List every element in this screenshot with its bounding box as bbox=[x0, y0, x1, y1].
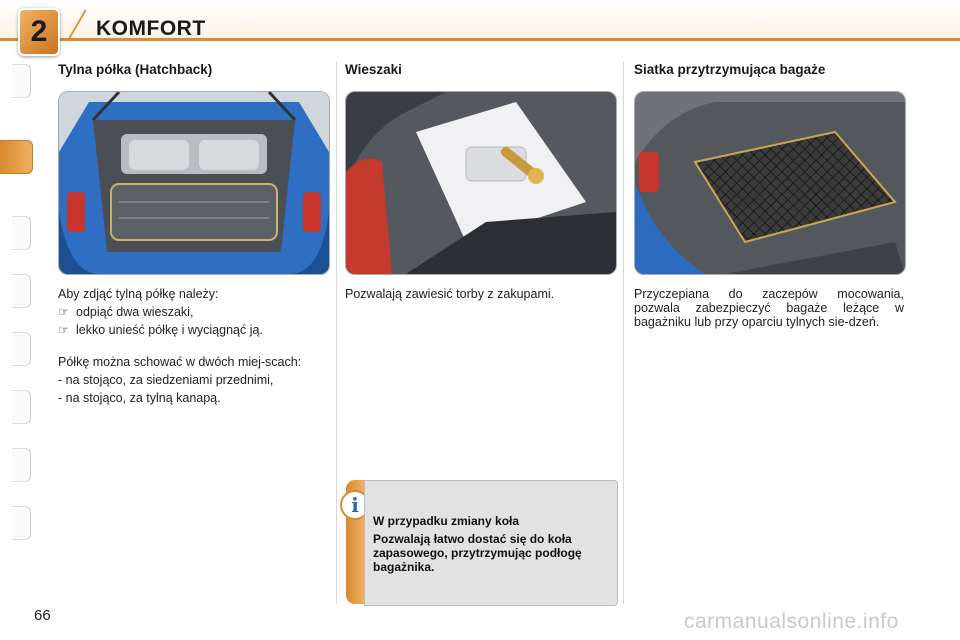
storage-option: - na stojąco, za siedzeniami przednimi, bbox=[58, 373, 274, 387]
bag-hook-photo bbox=[345, 91, 617, 275]
section-luggage-net bbox=[634, 62, 904, 333]
storage-paragraph: Półkę można schować w dwóch miej-scach: bbox=[58, 355, 302, 369]
section-title: Wieszaki bbox=[345, 62, 402, 77]
section-rear-shelf bbox=[58, 62, 328, 409]
rear-parcel-shelf-illustration bbox=[59, 92, 329, 274]
luggage-net-photo bbox=[634, 91, 906, 275]
chapter-tab[interactable] bbox=[12, 274, 31, 308]
section-hooks bbox=[345, 62, 615, 305]
chapter-tab-active[interactable] bbox=[0, 140, 33, 174]
instruction-intro: Aby zdjąć tylną półkę należy: bbox=[58, 287, 219, 301]
chapter-tab[interactable] bbox=[12, 506, 31, 540]
chapter-tab-strip bbox=[0, 64, 32, 574]
chapter-tab[interactable] bbox=[12, 216, 31, 250]
hooks-description: Pozwalają zawiesić torby z zakupami. bbox=[345, 287, 555, 301]
instruction-step bbox=[58, 323, 328, 337]
chapter-tab[interactable] bbox=[12, 448, 31, 482]
page-number: 66 bbox=[34, 607, 51, 624]
chapter-tab[interactable] bbox=[12, 332, 31, 366]
pointing-hand-icon: ☞ bbox=[58, 305, 70, 319]
instruction-step bbox=[58, 305, 328, 319]
instruction-step-text: odpiąć dwa wieszaki, bbox=[76, 305, 194, 319]
chapter-tab[interactable] bbox=[12, 390, 31, 424]
bag-hook-illustration bbox=[346, 92, 616, 274]
net-description: Przyczepiana do zaczepów mocowania, pozwala zabezpieczyć bagaże leżące w bagażniku lub przy oparciu tylnych sie-dzeń. bbox=[634, 287, 904, 329]
info-box-text: Pozwalają łatwo dostać się do koła zapasowego, przytrzymując podłogę bagażnika. bbox=[373, 532, 582, 574]
instruction-step-text: lekko unieść półkę i wyciągnąć ją. bbox=[76, 323, 263, 337]
section-title: Siatka przytrzymująca bagaże bbox=[634, 62, 826, 77]
info-box-title: W przypadku zmiany koła bbox=[373, 514, 520, 528]
section-title: Tylna półka (Hatchback) bbox=[58, 62, 213, 77]
rear-parcel-shelf-photo bbox=[58, 91, 330, 275]
luggage-net-illustration bbox=[635, 92, 905, 274]
watermark-text: carmanualsonline.info bbox=[684, 610, 899, 633]
column-divider bbox=[336, 62, 337, 604]
info-box bbox=[364, 480, 618, 606]
column-divider bbox=[623, 62, 624, 604]
chapter-number-badge: 2 bbox=[18, 8, 60, 56]
info-icon: i bbox=[340, 490, 370, 520]
pointing-hand-icon: ☞ bbox=[58, 323, 70, 337]
chapter-title: KOMFORT bbox=[96, 17, 206, 40]
chapter-tab[interactable] bbox=[12, 64, 31, 98]
storage-option: - na stojąco, za tylną kanapą. bbox=[58, 391, 221, 405]
